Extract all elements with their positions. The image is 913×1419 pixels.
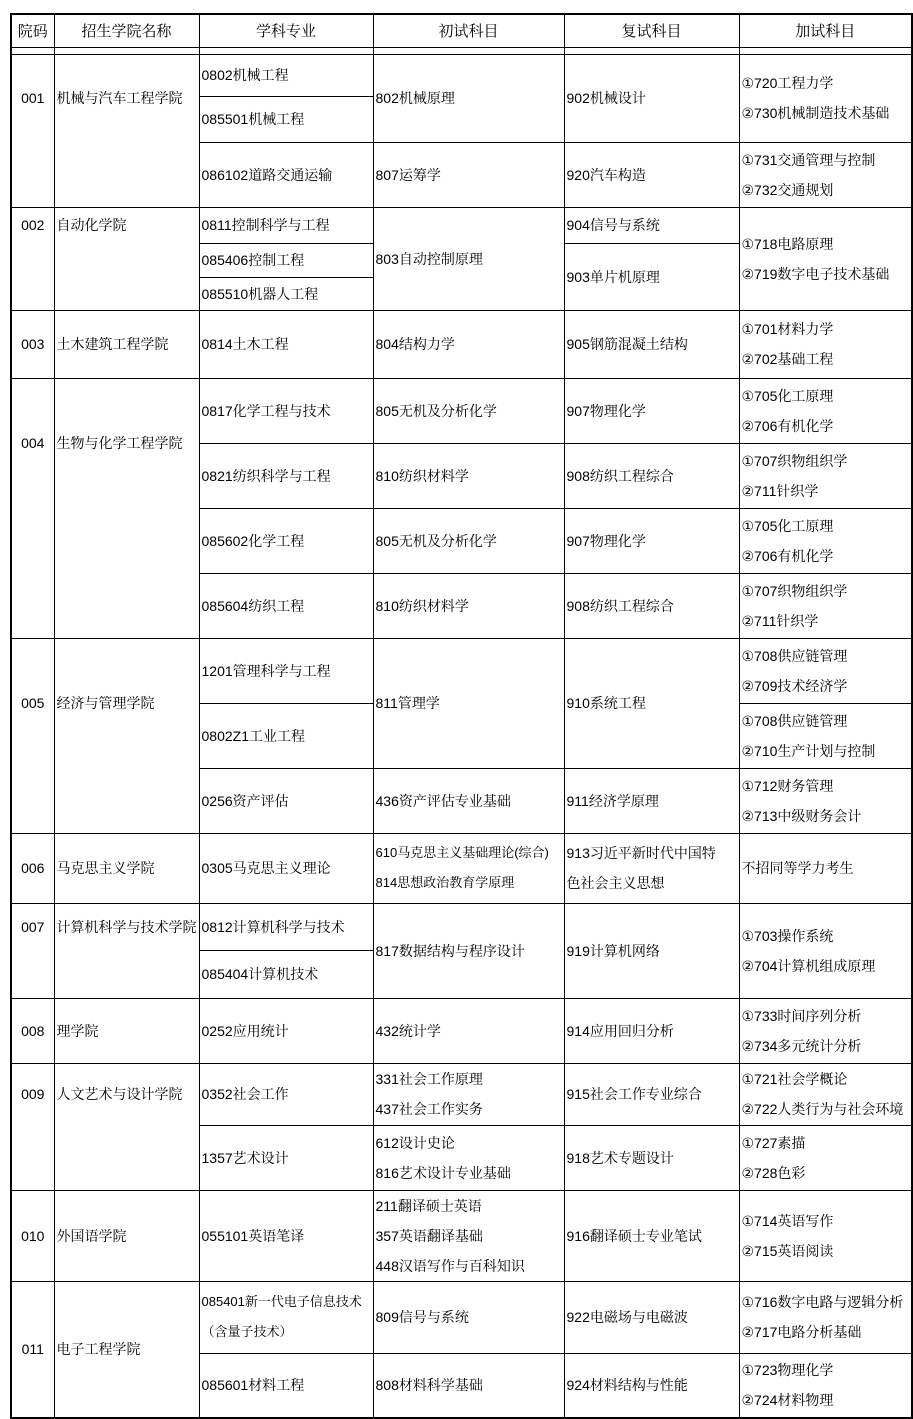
retest-cell-line: 913习近平新时代中国特 — [566, 845, 716, 861]
major-cell-line: 0305马克思主义理论 — [201, 860, 331, 876]
college-name-cell-line: 机械与汽车工程学院 — [56, 90, 183, 107]
additional-exam-cell-line: ①707织物组织学 — [741, 582, 848, 599]
major-cell — [199, 96, 373, 142]
table-row — [11, 54, 912, 96]
table-row — [11, 768, 912, 833]
college-name-header: 招生学院名称 — [54, 14, 199, 47]
major-cell-line: 085501机械工程 — [201, 111, 305, 127]
college-code-cell — [11, 638, 54, 768]
initial-exam-cell-line: 814思想政治教育学原理 — [375, 875, 515, 890]
major-cell-line: 085404计算机技术 — [201, 966, 319, 982]
retest-cell — [564, 573, 739, 638]
initial-exam-cell — [373, 1281, 564, 1353]
retest-cell-line: 922电磁场与电磁波 — [566, 1309, 688, 1325]
college-name-cell-line: 经济与管理学院 — [56, 695, 155, 712]
additional-exam-cell-line: ①705化工原理 — [741, 387, 834, 404]
retest-cell-line: 908纺织工程综合 — [566, 597, 674, 614]
retest-cell-line: 907物理化学 — [566, 402, 646, 419]
additional-exam-cell — [739, 142, 912, 207]
college-code-cell-line: 011 — [21, 1341, 44, 1358]
empty-cell — [11, 508, 54, 638]
college-code-cell — [11, 310, 54, 378]
initial-exam-cell — [373, 1190, 564, 1281]
college-code-cell-line: 005 — [21, 695, 45, 712]
college-code-cell-line: 009 — [21, 1086, 45, 1103]
additional-exam-cell-line: ②730机械制造技术基础 — [741, 105, 890, 121]
retest-cell-line: 色社会主义思想 — [566, 875, 665, 891]
major-cell — [199, 277, 373, 310]
retest-cell-line: 911经济学原理 — [566, 792, 659, 809]
major-cell — [199, 703, 373, 768]
initial-exam-cell-line: 612设计史论 — [375, 1134, 455, 1151]
additional-exam-cell-line: ②702基础工程 — [741, 351, 834, 367]
retest-cell — [564, 1281, 739, 1353]
initial-exam-cell — [373, 378, 564, 443]
major-cell — [199, 54, 373, 96]
additional-exam-cell-line: ①721社会学概论 — [741, 1071, 848, 1087]
initial-exam-cell — [373, 443, 564, 508]
table-row — [11, 1190, 912, 1281]
college-code-cell — [11, 998, 54, 1063]
college-name-cell-line: 理学院 — [56, 1022, 99, 1039]
table-row — [11, 833, 912, 903]
initial-exam-cell-line: 811管理学 — [375, 695, 440, 711]
retest-cell — [564, 443, 739, 508]
college-code-cell — [11, 207, 54, 243]
major-cell — [199, 310, 373, 378]
retest-cell-line: 910系统工程 — [566, 695, 646, 711]
spacer-cell — [199, 47, 373, 54]
retest-cell — [564, 1063, 739, 1125]
initial-exam-cell — [373, 1125, 564, 1190]
college-code-cell-line: 010 — [21, 1227, 45, 1244]
additional-exam-cell-line: ②722人类行为与社会环境 — [741, 1101, 904, 1117]
retest-cell — [564, 998, 739, 1063]
additional-exam-cell-line: ①714英语写作 — [741, 1212, 834, 1229]
college-name-cell — [54, 833, 199, 903]
major-cell — [199, 1281, 373, 1353]
retest-cell-line: 904信号与系统 — [566, 217, 660, 233]
initial-exam-cell-line: 610马克思主义基础理论(综合) — [375, 845, 549, 860]
spacer-cell — [54, 47, 199, 54]
spacer-cell — [564, 47, 739, 54]
additional-exam-cell-line: ②704计算机组成原理 — [741, 957, 876, 974]
college-name-cell — [54, 378, 199, 508]
initial-exam-cell-line: 810纺织材料学 — [375, 597, 469, 614]
additional-exam-cell — [739, 638, 912, 703]
additional-exam-subject-header: 加试科目 — [739, 14, 912, 47]
initial-exam-cell — [373, 207, 564, 310]
additional-exam-cell — [739, 207, 912, 310]
additional-exam-cell-line: ②710生产计划与控制 — [741, 742, 876, 759]
major-cell-line: 0812计算机科学与技术 — [201, 918, 345, 935]
college-name-cell — [54, 54, 199, 142]
spacer-cell — [11, 47, 54, 54]
initial-exam-cell-line: 211翻译硕士英语 — [375, 1197, 482, 1214]
retest-cell-line: 924材料结构与性能 — [566, 1377, 688, 1394]
college-code-cell-line: 003 — [21, 336, 45, 352]
empty-cell — [11, 1125, 54, 1190]
additional-exam-cell-line: ①716数字电路与逻辑分析 — [741, 1294, 904, 1310]
initial-exam-cell — [373, 1353, 564, 1418]
additional-exam-cell-line: ①720工程力学 — [741, 75, 834, 91]
additional-exam-cell-line: ①727素描 — [741, 1134, 806, 1151]
major-cell — [199, 1125, 373, 1190]
initial-exam-cell-line: 808材料科学基础 — [375, 1377, 483, 1394]
retest-cell — [564, 243, 739, 310]
initial-exam-cell — [373, 1063, 564, 1125]
retest-cell — [564, 310, 739, 378]
empty-cell — [54, 508, 199, 638]
empty-cell — [11, 142, 54, 207]
retest-cell-line: 914应用回归分析 — [566, 1022, 674, 1039]
major-cell — [199, 903, 373, 950]
empty-cell — [11, 768, 54, 833]
college-code-cell-line: 001 — [21, 90, 45, 107]
additional-exam-cell-line: ②713中级财务会计 — [741, 807, 862, 824]
additional-exam-cell-line: ②711针织学 — [741, 612, 819, 629]
additional-exam-cell — [739, 1190, 912, 1281]
major-cell-line: 086102道路交通运输 — [201, 166, 333, 183]
major-cell — [199, 243, 373, 277]
additional-exam-cell — [739, 378, 912, 443]
retest-cell-line: 907物理化学 — [566, 532, 646, 549]
major-cell — [199, 950, 373, 998]
college-code-cell-line: 007 — [21, 918, 45, 935]
initial-exam-subject-header: 初试科目 — [373, 14, 564, 47]
spacer-cell — [739, 47, 912, 54]
additional-exam-cell — [739, 443, 912, 508]
college-code-cell-line: 002 — [21, 217, 45, 234]
additional-exam-cell-line: ①705化工原理 — [741, 517, 834, 534]
table-row — [11, 207, 912, 243]
college-name-cell — [54, 998, 199, 1063]
major-cell — [199, 768, 373, 833]
major-cell-line: 085401新一代电子信息技术 — [201, 1294, 362, 1309]
additional-exam-cell-line: ②724材料物理 — [741, 1392, 834, 1409]
initial-exam-cell — [373, 833, 564, 903]
initial-exam-cell — [373, 998, 564, 1063]
college-code-cell — [11, 378, 54, 508]
initial-exam-cell-line: 802机械原理 — [375, 90, 455, 106]
major-cell — [199, 833, 373, 903]
college-name-cell — [54, 638, 199, 768]
initial-exam-cell-line: 432统计学 — [375, 1022, 441, 1039]
major-cell-line: 0811控制科学与工程 — [201, 217, 330, 233]
additional-exam-cell-line: ②728色彩 — [741, 1164, 806, 1181]
initial-exam-cell-line: 817数据结构与程序设计 — [375, 942, 525, 959]
major-cell-line: （含量子技术） — [201, 1324, 293, 1339]
retest-cell — [564, 1353, 739, 1418]
initial-exam-cell-line: 357英语翻译基础 — [375, 1227, 483, 1244]
additional-exam-cell-line: ①708供应链管理 — [741, 647, 848, 664]
major-subject-header: 学科专业 — [199, 14, 373, 47]
initial-exam-cell — [373, 54, 564, 142]
additional-exam-cell — [739, 573, 912, 638]
college-name-cell-line: 马克思主义学院 — [56, 860, 155, 876]
college-code-cell — [11, 833, 54, 903]
retest-cell-line: 908纺织工程综合 — [566, 467, 674, 484]
empty-cell — [54, 950, 199, 998]
college-name-cell-line: 自动化学院 — [56, 217, 127, 234]
initial-exam-cell-line: 448汉语写作与百科知识 — [375, 1257, 525, 1274]
additional-exam-cell — [739, 1353, 912, 1418]
major-cell-line: 0256资产评估 — [201, 792, 289, 809]
table-row — [11, 310, 912, 378]
spacer-cell — [373, 47, 564, 54]
college-name-cell — [54, 1190, 199, 1281]
table-row — [11, 1281, 912, 1353]
empty-cell — [54, 142, 199, 207]
additional-exam-cell-line: 不招同等学力考生 — [741, 860, 854, 876]
initial-exam-cell-line: 803自动控制原理 — [375, 250, 483, 267]
college-name-cell — [54, 1281, 199, 1418]
college-name-cell — [54, 310, 199, 378]
major-cell — [199, 998, 373, 1063]
table-row — [11, 998, 912, 1063]
major-cell — [199, 443, 373, 508]
additional-exam-cell — [739, 703, 912, 768]
table-row — [11, 142, 912, 207]
major-cell-line: 085604纺织工程 — [201, 597, 305, 614]
additional-exam-cell-line: ①718电路原理 — [741, 235, 834, 252]
major-cell — [199, 142, 373, 207]
initial-exam-cell — [373, 768, 564, 833]
college-code-cell-line: 006 — [21, 860, 45, 876]
major-cell-line: 085406控制工程 — [201, 252, 305, 268]
additional-exam-cell-line: ①712财务管理 — [741, 777, 834, 794]
major-cell-line: 0352社会工作 — [201, 1086, 289, 1102]
major-cell-line: 1357艺术设计 — [201, 1149, 289, 1166]
additional-exam-cell — [739, 903, 912, 998]
major-cell — [199, 508, 373, 573]
retest-cell-line: 905钢筋混凝土结构 — [566, 336, 688, 352]
college-name-cell — [54, 903, 199, 950]
initial-exam-cell — [373, 142, 564, 207]
additional-exam-cell — [739, 1281, 912, 1353]
initial-exam-cell-line: 810纺织材料学 — [375, 467, 469, 484]
college-code-cell-line: 008 — [21, 1022, 45, 1039]
additional-exam-cell-line: ①703操作系统 — [741, 927, 834, 944]
retest-cell-line: 920汽车构造 — [566, 166, 646, 183]
major-cell-line: 085602化学工程 — [201, 532, 305, 549]
additional-exam-cell-line: ②706有机化学 — [741, 417, 834, 434]
major-cell-line: 0252应用统计 — [201, 1022, 289, 1039]
college-code-cell — [11, 1190, 54, 1281]
additional-exam-cell-line: ①731交通管理与控制 — [741, 151, 876, 168]
major-cell — [199, 207, 373, 243]
additional-exam-cell — [739, 508, 912, 573]
additional-exam-cell — [739, 833, 912, 903]
college-code-cell — [11, 54, 54, 142]
additional-exam-cell-line: ①707织物组织学 — [741, 452, 848, 469]
initial-exam-cell-line: 807运筹学 — [375, 166, 441, 183]
retest-cell — [564, 508, 739, 573]
initial-exam-cell — [373, 903, 564, 998]
initial-exam-cell-line: 805无机及分析化学 — [375, 402, 497, 419]
retest-cell — [564, 1190, 739, 1281]
major-cell — [199, 378, 373, 443]
additional-exam-cell-line: ①701材料力学 — [741, 321, 834, 337]
college-code-cell — [11, 1281, 54, 1418]
retest-cell-line: 915社会工作专业综合 — [566, 1086, 702, 1102]
additional-exam-cell-line: ②711针织学 — [741, 482, 819, 499]
additional-exam-cell-line: ②719数字电子技术基础 — [741, 265, 890, 282]
major-cell-line: 0802机械工程 — [201, 67, 289, 83]
empty-cell — [54, 1125, 199, 1190]
major-cell-line: 085510机器人工程 — [201, 285, 319, 302]
table-row — [11, 508, 912, 573]
initial-exam-cell — [373, 638, 564, 768]
retest-cell — [564, 378, 739, 443]
retest-cell-line: 903单片机原理 — [566, 268, 660, 285]
table-header — [11, 14, 912, 54]
college-name-cell-line: 计算机科学与技术学院 — [56, 918, 197, 935]
additional-exam-cell-line: ②717电路分析基础 — [741, 1324, 862, 1340]
additional-exam-cell-line: ②734多元统计分析 — [741, 1037, 862, 1054]
retest-cell-line: 916翻译硕士专业笔试 — [566, 1227, 702, 1244]
retest-cell — [564, 54, 739, 142]
initial-exam-cell-line: 437社会工作实务 — [375, 1101, 483, 1117]
table-row — [11, 378, 912, 443]
table-body — [11, 54, 912, 1418]
retest-cell — [564, 207, 739, 243]
college-name-cell-line: 电子工程学院 — [56, 1341, 141, 1358]
major-cell-line: 1201管理科学与工程 — [201, 662, 331, 679]
initial-exam-cell — [373, 310, 564, 378]
initial-exam-cell-line: 816艺术设计专业基础 — [375, 1164, 511, 1181]
college-name-cell — [54, 207, 199, 243]
additional-exam-cell — [739, 768, 912, 833]
initial-exam-cell-line: 804结构力学 — [375, 336, 455, 352]
college-code-cell-line: 004 — [21, 435, 45, 452]
retest-cell-line: 918艺术专题设计 — [566, 1149, 674, 1166]
major-cell — [199, 1353, 373, 1418]
additional-exam-cell — [739, 998, 912, 1063]
header-spacer-row — [11, 47, 912, 54]
major-cell-line: 0821纺织科学与工程 — [201, 467, 331, 484]
initial-exam-cell — [373, 573, 564, 638]
retest-cell — [564, 768, 739, 833]
empty-cell — [11, 950, 54, 998]
major-cell — [199, 638, 373, 703]
retest-cell-line: 902机械设计 — [566, 90, 646, 106]
college-code-header: 院码 — [11, 14, 54, 47]
initial-exam-cell-line: 805无机及分析化学 — [375, 532, 497, 549]
additional-exam-cell-line: ②732交通规划 — [741, 181, 834, 198]
initial-exam-cell-line: 809信号与系统 — [375, 1309, 469, 1325]
college-name-cell-line: 土木建筑工程学院 — [56, 336, 169, 352]
initial-exam-cell — [373, 508, 564, 573]
college-name-cell-line: 生物与化学工程学院 — [56, 435, 183, 452]
additional-exam-cell-line: ②709技术经济学 — [741, 677, 848, 694]
additional-exam-cell — [739, 1063, 912, 1125]
additional-exam-cell — [739, 54, 912, 142]
table-row — [11, 903, 912, 950]
table-row — [11, 638, 912, 703]
additional-exam-cell-line: ①708供应链管理 — [741, 712, 848, 729]
college-name-cell — [54, 1063, 199, 1125]
additional-exam-cell — [739, 310, 912, 378]
additional-exam-cell-line: ②706有机化学 — [741, 547, 834, 564]
initial-exam-cell-line: 331社会工作原理 — [375, 1071, 483, 1087]
additional-exam-cell-line: ①723物理化学 — [741, 1362, 834, 1379]
retest-cell — [564, 638, 739, 768]
table-row — [11, 1063, 912, 1125]
major-cell-line: 0817化学工程与技术 — [201, 402, 331, 419]
initial-exam-cell-line: 436资产评估专业基础 — [375, 792, 511, 809]
major-cell — [199, 1190, 373, 1281]
empty-cell — [54, 768, 199, 833]
college-name-cell-line: 外国语学院 — [56, 1227, 127, 1244]
empty-cell — [11, 243, 54, 310]
college-code-cell — [11, 903, 54, 950]
retest-cell — [564, 903, 739, 998]
major-cell-line: 055101英语笔译 — [201, 1227, 305, 1244]
college-code-cell — [11, 1063, 54, 1125]
college-name-cell-line: 人文艺术与设计学院 — [56, 1086, 183, 1103]
additional-exam-cell-line: ①733时间序列分析 — [741, 1007, 862, 1024]
additional-exam-cell — [739, 1125, 912, 1190]
admission-exam-table — [10, 13, 913, 1419]
major-cell-line: 0814土木工程 — [201, 336, 289, 352]
empty-cell — [54, 243, 199, 310]
table-row — [11, 1125, 912, 1190]
major-cell — [199, 573, 373, 638]
retest-cell-line: 919计算机网络 — [566, 942, 660, 959]
page — [10, 13, 913, 1419]
retest-cell — [564, 1125, 739, 1190]
retest-subject-header: 复试科目 — [564, 14, 739, 47]
additional-exam-cell-line: ②715英语阅读 — [741, 1242, 834, 1259]
retest-cell — [564, 833, 739, 903]
major-cell-line: 085601材料工程 — [201, 1377, 305, 1394]
major-cell-line: 0802Z1工业工程 — [201, 727, 305, 744]
retest-cell — [564, 142, 739, 207]
major-cell — [199, 1063, 373, 1125]
